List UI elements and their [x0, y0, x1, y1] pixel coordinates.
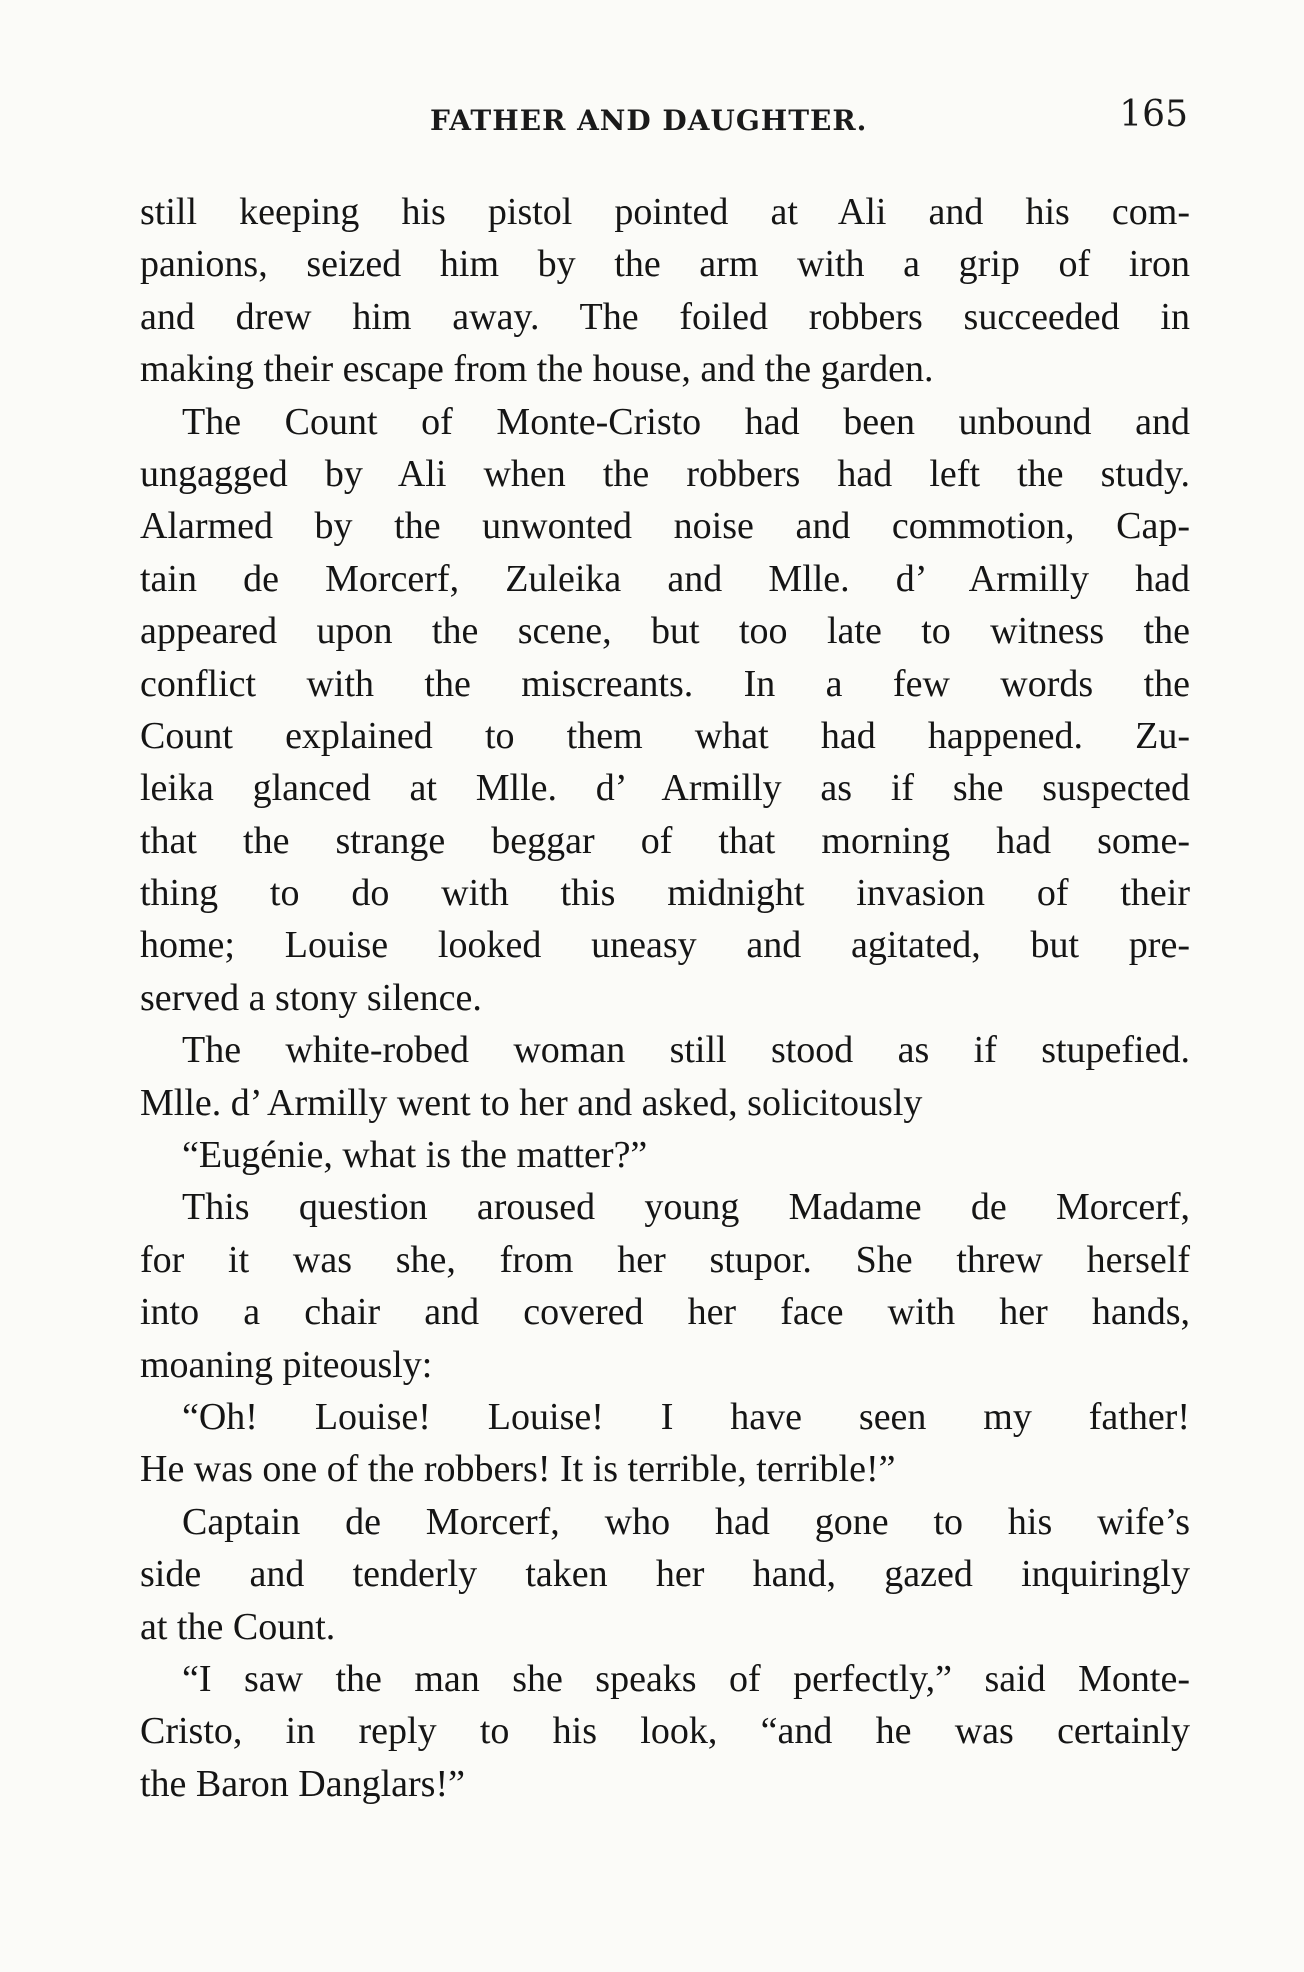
page-number: 165 — [1119, 94, 1188, 135]
text-line: Mlle. d’ Armilly went to her and asked, solicitously — [140, 1081, 923, 1124]
text-line: and drew him away. The foiled robbers succeeded in — [140, 295, 1190, 338]
text-line: moaning piteously: — [140, 1343, 433, 1386]
text-line: conflict with the miscreants. In a few words the — [140, 662, 1190, 705]
text-line: Alarmed by the unwonted noise and commotion, Cap- — [140, 505, 1190, 548]
text-line: “I saw the man she speaks of perfectly,” said Monte- — [182, 1657, 1190, 1700]
text-line: at the Count. — [140, 1605, 336, 1648]
text-line: the Baron Danglars!” — [140, 1762, 465, 1805]
running-header — [140, 88, 1188, 148]
text-line: tain de Morcerf, Zuleika and Mlle. d’ Armilly had — [140, 557, 1190, 600]
text-line: “Oh! Louise! Louise! I have seen my father! — [182, 1395, 1190, 1438]
text-line: making their escape from the house, and the garden. — [140, 348, 934, 391]
text-line: served a stony silence. — [140, 976, 482, 1019]
text-line: side and tenderly taken her hand, gazed inquiringly — [140, 1553, 1190, 1596]
text-line: He was one of the robbers! It is terrible, terrible!” — [140, 1448, 896, 1491]
text-line: home; Louise looked uneasy and agitated, but pre- — [140, 924, 1190, 967]
text-line: still keeping his pistol pointed at Ali and his com- — [140, 191, 1190, 233]
text-line: Cristo, in reply to his look, “and he was certainly — [140, 1710, 1190, 1753]
body-text — [140, 186, 1190, 1810]
text-line: This question aroused young Madame de Morcerf, — [182, 1186, 1190, 1229]
text-line: into a chair and covered her face with her hands, — [140, 1291, 1190, 1334]
text-line: thing to do with this midnight invasion of their — [140, 872, 1190, 915]
text-line: ungagged by Ali when the robbers had left the study. — [140, 452, 1190, 495]
text-line: appeared upon the scene, but too late to witness the — [140, 610, 1190, 653]
text-line: panions, seized him by the arm with a grip of iron — [140, 243, 1190, 286]
text-line: Count explained to them what had happened. Zu- — [140, 714, 1190, 757]
text-line: The white-robed woman still stood as if stupefied. — [182, 1029, 1190, 1072]
text-line: “Eugénie, what is the matter?” — [182, 1134, 648, 1177]
text-line: leika glanced at Mlle. d’ Armilly as if she suspected — [140, 767, 1190, 810]
text-line: The Count of Monte-Cristo had been unbound and — [182, 400, 1190, 443]
text-line: for it was she, from her stupor. She threw herself — [140, 1238, 1190, 1281]
text-line: Captain de Morcerf, who had gone to his wife’s — [182, 1500, 1190, 1543]
text-line: that the strange beggar of that morning had some- — [140, 819, 1190, 862]
chapter-title: FATHER AND DAUGHTER. — [430, 104, 868, 137]
